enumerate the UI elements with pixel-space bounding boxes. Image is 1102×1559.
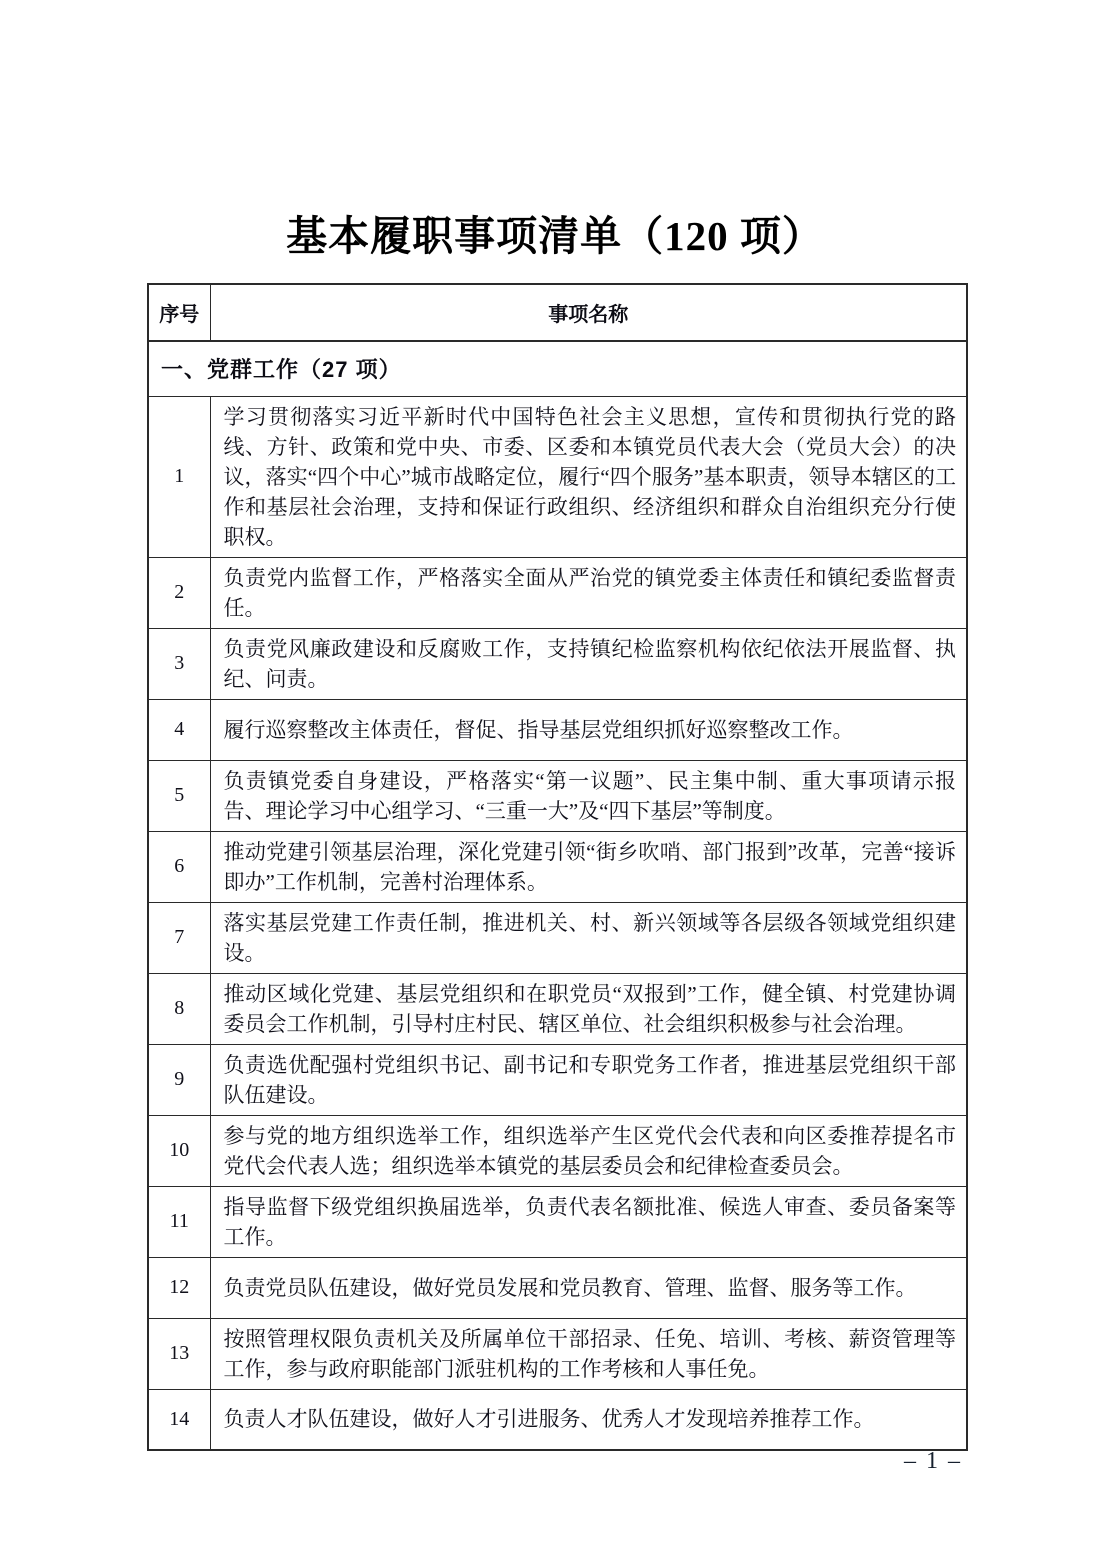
table-row	[148, 1186, 967, 1257]
row-number: 6	[148, 831, 210, 902]
table-row	[148, 557, 967, 628]
row-text: 负责镇党委自身建设，严格落实“第一议题”、民主集中制、重大事项请示报告、理论学习中心组学习、“三重一大”及“四下基层”等制度。	[210, 760, 967, 831]
column-header-index: 序号	[148, 284, 210, 341]
table-row	[148, 396, 967, 557]
row-number: 12	[148, 1257, 210, 1318]
row-text: 负责人才队伍建设，做好人才引进服务、优秀人才发现培养推荐工作。	[210, 1389, 967, 1450]
row-text: 指导监督下级党组织换届选举，负责代表名额批准、候选人审查、委员备案等工作。	[210, 1186, 967, 1257]
table-row	[148, 973, 967, 1044]
row-text: 负责党风廉政建设和反腐败工作，支持镇纪检监察机构依纪依法开展监督、执纪、问责。	[210, 628, 967, 699]
row-text: 推动党建引领基层治理，深化党建引领“街乡吹哨、部门报到”改革，完善“接诉即办”工作机制，完善村治理体系。	[210, 831, 967, 902]
row-text: 落实基层党建工作责任制，推进机关、村、新兴领域等各层级各领域党组织建设。	[210, 902, 967, 973]
row-number: 10	[148, 1115, 210, 1186]
table-row	[148, 1389, 967, 1450]
table-row	[148, 831, 967, 902]
row-number: 13	[148, 1318, 210, 1389]
row-text: 学习贯彻落实习近平新时代中国特色社会主义思想，宣传和贯彻执行党的路线、方针、政策和党中央、市委、区委和本镇党员代表大会（党员大会）的决议，落实“四个中心”城市战略定位，履行“四个服务”基本职责，领导本辖区的工作和基层社会治理，支持和保证行政组织、经济组织和群众自治组织充分行使职权。	[210, 396, 967, 557]
row-number: 3	[148, 628, 210, 699]
section-header-label: 一、党群工作（27 项）	[148, 341, 967, 396]
row-number: 5	[148, 760, 210, 831]
row-text: 负责党内监督工作，严格落实全面从严治党的镇党委主体责任和镇纪委监督责任。	[210, 557, 967, 628]
column-header-name: 事项名称	[210, 284, 967, 341]
row-number: 1	[148, 396, 210, 557]
table-row	[148, 1318, 967, 1389]
row-text: 履行巡察整改主体责任，督促、指导基层党组织抓好巡察整改工作。	[210, 699, 967, 760]
row-text: 参与党的地方组织选举工作，组织选举产生区党代会代表和向区委推荐提名市党代会代表人选；组织选举本镇党的基层委员会和纪律检查委员会。	[210, 1115, 967, 1186]
duty-items-table	[147, 283, 968, 1451]
table-row	[148, 1257, 967, 1318]
table-header-row	[148, 284, 967, 341]
row-text: 按照管理权限负责机关及所属单位干部招录、任免、培训、考核、薪资管理等工作，参与政府职能部门派驻机构的工作考核和人事任免。	[210, 1318, 967, 1389]
section-header-row	[148, 341, 967, 396]
row-number: 14	[148, 1389, 210, 1450]
row-number: 2	[148, 557, 210, 628]
table-row	[148, 628, 967, 699]
table-row	[148, 1115, 967, 1186]
table-row	[148, 1044, 967, 1115]
table-row	[148, 699, 967, 760]
row-text: 负责党员队伍建设，做好党员发展和党员教育、管理、监督、服务等工作。	[210, 1257, 967, 1318]
page-title: 基本履职事项清单（120 项）	[286, 213, 824, 259]
row-number: 4	[148, 699, 210, 760]
row-text: 推动区域化党建、基层党组织和在职党员“双报到”工作，健全镇、村党建协调委员会工作机制，引导村庄村民、辖区单位、社会组织积极参与社会治理。	[210, 973, 967, 1044]
row-number: 9	[148, 1044, 210, 1115]
row-text: 负责选优配强村党组织书记、副书记和专职党务工作者，推进基层党组织干部队伍建设。	[210, 1044, 967, 1115]
table-row	[148, 760, 967, 831]
page-number: – 1 –	[904, 1448, 962, 1474]
table-row	[148, 902, 967, 973]
row-number: 7	[148, 902, 210, 973]
row-number: 8	[148, 973, 210, 1044]
row-number: 11	[148, 1186, 210, 1257]
